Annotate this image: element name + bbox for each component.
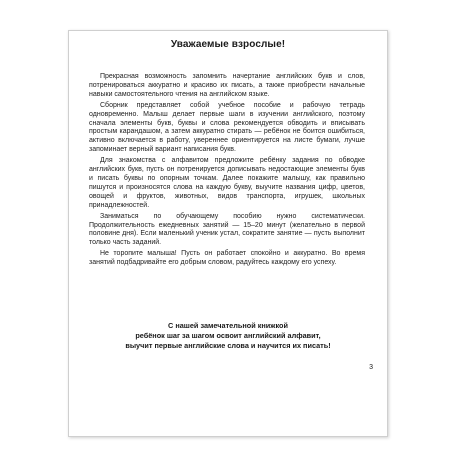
paragraph-alphabet: Для знакомства с алфавитом предложите ребёнку задания по обводке английских букв, пусть он потренируется дописывать недостающие элементы букв и писать буквы по опорным точкам. Далее покажите малышу, как правильно пишутся и произносятся слова на каждую букву, выучите названия цифр, цветов, овощей и фруктов, животных, видов транспорта, игрушек, школьных принадлежностей.: [89, 157, 365, 209]
closing-line: выучит первые английские слова и научится их писать!: [125, 341, 331, 350]
closing-statement: [79, 321, 377, 351]
body-text: [89, 73, 365, 270]
closing-line: ребёнок шаг за шагом освоит английский алфавит,: [135, 331, 321, 340]
book-page: [68, 30, 388, 437]
page-title: Уважаемые взрослые!: [170, 39, 286, 50]
paragraph-schedule: Заниматься по обучающему пособию нужно систематически. Продолжительность ежедневных занятий — 15–20 минут (желательно в первой половине дня). Если маленький ученик устал, сократите занятие — пусть выполнит только часть заданий.: [89, 212, 365, 247]
page-number: 3: [369, 364, 373, 371]
paragraph-encouragement: Не торопите малыша! Пусть он работает спокойно и аккуратно. Во время занятий подбадривайте его добрым словом, радуйтесь каждому его успеху.: [89, 250, 365, 267]
closing-line: С нашей замечательной книжкой: [168, 321, 288, 330]
paragraph-intro: Прекрасная возможность запомнить начертание английских букв и слов, потренироваться аккуратно и красиво их писать, а также приобрести начальные навыки самостоятельного чтения на английском языке.: [89, 73, 365, 98]
paragraph-workbook: Сборник представляет собой учебное пособие и рабочую тетрадь одновременно. Малыш делает первые шаги в изучении английского, поэтому сначала элементы букв, буквы и слова рекомендуется обводить и вписывать простым карандашом, а затем аккуратно стирать — ребёнок не боится ошибиться, активно включается в работу, увереннее ориентируется на листе бумаги, лучше запоминает верный вариант написания букв.: [89, 101, 365, 154]
